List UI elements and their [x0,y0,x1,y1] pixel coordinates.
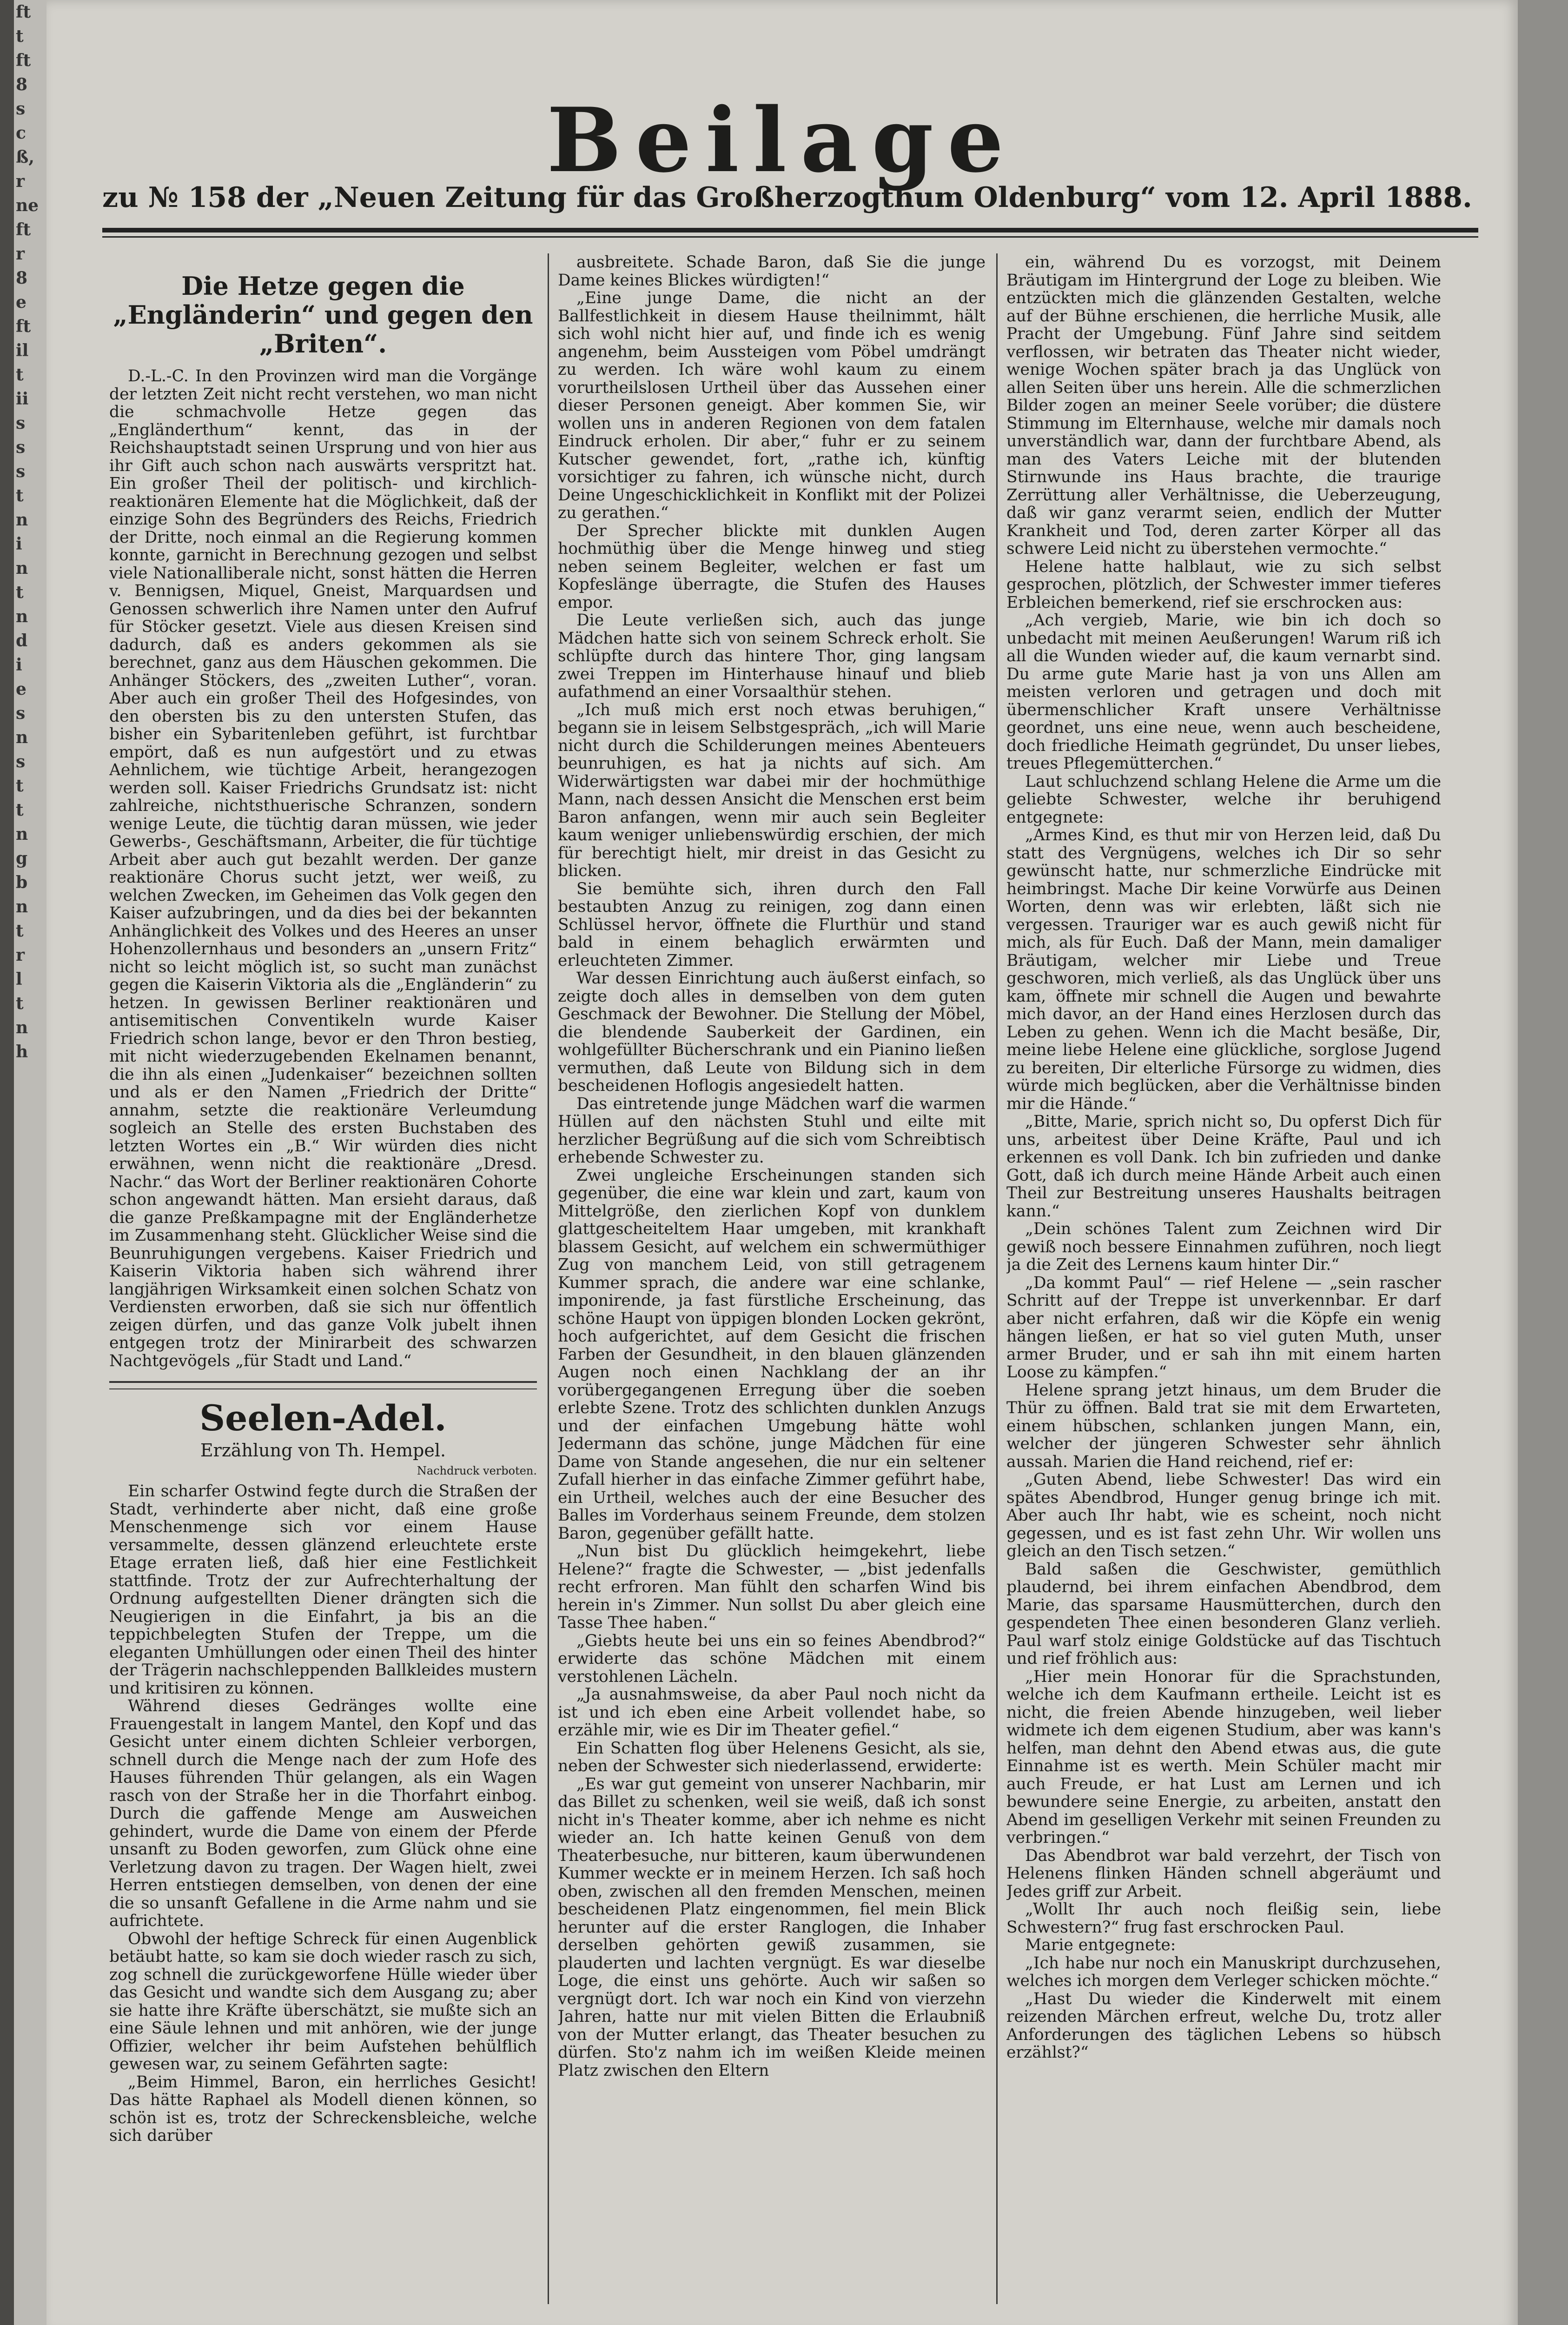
story-title: Seelen-Adel. [199,1397,447,1439]
margin-fragment: n [16,607,28,626]
paragraph: „Ach vergieb, Marie, wie bin ich doch so unbedacht mit meinen Aeußerungen! Warum riß ich all die Wunden wieder auf, die kaum vernarbt sind. Du arme gute Marie hast ja von uns Allen am meisten verloren und getragen und doch mit übermenschlicher Kraft unsere Verhältnisse geordnet, uns eine neue, wenn auch bescheidene, doch friedliche Heimath gegründet, Du unser liebes, treues Pflegemütterchen.“ [1006,611,1441,773]
margin-fragment: s [16,438,26,457]
margin-fragment: ii [16,389,29,409]
margin-fragment: g [16,849,28,868]
paragraph: „Beim Himmel, Baron, ein herrliches Gesicht! Das hätte Raphael als Modell dienen können, so schön ist es, trotz der Schreckensbleiche, welche sich darüber [109,2073,537,2145]
paragraph: „Armes Kind, es thut mir von Herzen leid, daß Du statt des Vergnügens, welches ich Dir so sehr gewünscht hatte, nur schmerzliche Eindrücke mit heimbringst. Mache Dir keine Vorwürfe aus Deinen Worten, denn was wir erlebten, läßt sich nie vergessen. Trauriger war es auch gewiß nicht für mich, als für Euch. Daß der Mann, mein damaliger Bräutigam, welcher mir Liebe und Treue geschworen, mich verließ, als das Unglück über uns kam, öffnete mir schnell die Augen und bewahrte mich davor, an der Hand eines Herzlosen durch das Leben zu gehen. Wenn ich die Macht besäße, Dir, meine liebe Helene eine glückliche, sorglose Jugend zu bereiten, Dir elterliche Fürsorge zu widmen, dies würde mich beglücken, aber die Verhältnisse binden mir die Hände.“ [1006,826,1441,1113]
previous-page-edge [14,0,46,2325]
margin-fragment: c [16,123,26,143]
paragraph: Die Leute verließen sich, auch das junge Mädchen hatte sich von seinem Schreck erholt. Sie schlüpfte durch das hintere Thor, ging langsam zwei Treppen im Hinterhause hinauf und blieb aufathmend an einer Vorsaalthür stehen. [558,611,986,701]
paragraph: „Hier mein Honorar für die Sprachstunden, welche ich dem Kaufmann ertheile. Leicht ist es nicht, die freien Abende hinzugeben, weil lieber widmete ich dem eigenen Studium, aber was kann's helfen, man dehnt den Abend etwas aus, die gute Einnahme ist es werth. Mein Schüler macht mir auch Freude, er hat Lust am Lernen und ich bewundere seine Energie, zu arbeiten, anstatt den Abend im geselligen Verkehr mit seinen Freunden zu verbringen.“ [1006,1667,1441,1847]
margin-fragment: s [16,413,26,433]
margin-fragment: t [16,994,24,1013]
paragraph: Ein Schatten flog über Helenens Gesicht, als sie, neben der Schwester sich niederlassend, erwiderte: [558,1739,986,1775]
story-text-column-1 [109,1482,537,2145]
story-text-column-3 [1006,253,1441,2062]
masthead-subtitle: zu № 158 der „Neuen Zeitung für das Großherzogthum Oldenburg“ vom 12. April 1888. [102,181,1472,214]
column-2 [558,253,986,2285]
scanner-edge [0,0,14,2325]
paragraph: War dessen Einrichtung auch äußerst einfach, so zeigte doch alles in demselben von dem guten Geschmack der Bewohner. Die Stellung der Möbel, die blendende Sauberkeit der Gardinen, ein wohlgefüllter Bücherschrank und ein Pianino ließen vermuthen, daß Leute von Bildung sich in dem bescheidenen Hoflogis angesiedelt hatten. [558,969,986,1095]
paragraph: „Ich muß mich erst noch etwas beruhigen,“ begann sie in leisem Selbstgespräch, „ich will Marie nicht durch die Schilderungen meines Abenteuers beunruhigen, es hat ja nichts auf sich. Am Widerwärtigsten war dabei mir der hochmüthige Mann, nach dessen Ansicht die Menschen erst beim Baron anfangen, wenn mir auch sein Begleiter kaum weniger unliebenswürdig erschien, der mich für berechtigt hielt, mir dreist in das Gesicht zu blicken. [558,700,986,880]
paragraph: „Hast Du wieder die Kinderwelt mit einem reizenden Märchen erfreut, welche Du, trotz aller Anforderungen des täglichen Lebens so hübsch erzählst?“ [1006,1989,1441,2062]
section-divider [109,1381,537,1383]
article-body [109,367,537,1370]
paragraph: „Eine junge Dame, die nicht an der Ballfestlichkeit in diesem Hause theilnimmt, hält sich wohl nicht hier auf, und finde ich es wenig angenehm, beim Aussteigen vom Pöbel umdrängt zu werden. Ich wäre wohl kaum zu einem vorurtheilslosen Urtheil über das Aussehen einer dieser Personen geneigt. Aber kommen Sie, wir wollen uns in anderen Regionen von dem fatalen Eindruck erholen. Dir aber,“ fuhr er zu seinem Kutscher gewendet, fort, „rathe ich, künftig vorsichtiger zu fahren, ich wünsche nicht, durch Deine Ungeschicklichkeit in Konflikt mit der Polizei zu gerathen.“ [558,289,986,522]
margin-fragment: t [16,27,24,46]
paragraph: D.-L.-C. In den Provinzen wird man die Vorgänge der letzten Zeit nicht recht verstehen, wo man nicht die schmachvolle Hetze gegen das „Engländerthum“ kennt, das in der Reichshauptstadt seinen Ursprung und von hier aus ihr Gift auch schon nach auswärts verspritzt hat. Ein großer Theil der politisch- und kirchlich-reaktionären Elemente hat die Möglichkeit, daß der einzige Sohn des Begründers des Reichs, Friedrich der Dritte, noch einmal an die Regierung kommen konnte, garnicht in Berechnung gezogen und selbst viele Nationalliberale nicht, sonst hätten die Herren v. Bennigsen, Miquel, Gneist, Marquardsen und Genossen schwerlich ihre Namen unter den Aufruf für Stöcker gesetzt. Viele aus diesen Kreisen sind dadurch, daß es anders gekommen als sie berechnet, ganz aus dem Häuschen gekommen. Die Anhänger Stöckers, des „zweiten Luther“, voran. Aber auch ein großer Theil des Hofgesindes, von den obersten bis zu den untersten Stufen, das bisher ein Sybaritenleben geführt, ist furchtbar empört, daß es nun aufgestört und zu etwas Aehnlichem, wie tüchtige Arbeit, herangezogen werden soll. Kaiser Friedrichs Grundsatz ist: nicht zahlreiche, nichtsthuerische Schranzen, sondern wenige Leute, die tüchtig daran müssen, wie jeder Gewerbs-, Geschäftsmann, Arbeiter, die für tüchtige Arbeit aber auch gut bezahlt werden. Der ganze reaktionäre Chorus sucht jetzt, wer weiß, zu welchen Zwecken, im Geheimen das Volk gegen den Kaiser aufzubringen, und da dies bei der bekannten Anhänglichkeit des Volkes und des Heeres an unser Hohenzollernhaus und besonders an „unsern Fritz“ nicht so leicht möglich ist, so sucht man zunächst gegen die Kaiserin Viktoria als die „Engländerin“ zu hetzen. In gewissen Berliner reaktionären und antisemitischen Conventikeln wurde Kaiser Friedrich schon lange, bevor er den Thron bestieg, mit nicht wiederzugebenden Ekelnamen benannt, die ihn als einen „Judenkaiser“ bezeichnen sollten und als er den Namen „Friedrich der Dritte“ annahm, setzte die reaktionäre Verleumdung sogleich an Stelle des ersten Buchstaben des letzten Wortes ein „B.“ Wir würden dies nicht erwähnen, wenn nicht die reaktionäre „Dresd. Nachr.“ das Wort der Berliner reaktionären Cohorte schon angewandt hätten. Man ersieht daraus, daß die ganze Preßkampagne mit der Engländerhetze im Zusammenhang steht. Glücklicher Weise sind die Beunruhigungen vergebens. Kaiser Friedrich und Kaiserin Viktoria haben sich während ihrer langjährigen Wirksamkeit einen solchen Schatz von Verdiensten erworben, daß sie sich nur öffentlich zeigen dürfen, und das ganze Volk jubelt ihnen entgegen trotz der Minirarbeit des schwarzen Nachtgevögels „für Stadt und Land.“ [109,367,537,1370]
paragraph: Helene sprang jetzt hinaus, um dem Bruder die Thür zu öffnen. Bald trat sie mit dem Erwarteten, einem hübschen, schlanken jungen Mann, ein, welcher der jüngeren Schwester sehr ähnlich aussah. Marien die Hand reichend, rief er: [1006,1381,1441,1471]
paragraph: „Giebts heute bei uns ein so feines Abendbrod?“ erwiderte das schöne Mädchen mit einem verstohlenen Lächeln. [558,1631,986,1686]
margin-fragment: s [16,462,26,481]
paragraph: „Nun bist Du glücklich heimgekehrt, liebe Helene?“ fragte die Schwester, — „bist jedenfalls recht erfroren. Man fühlt den scharfen Wind bis herein in's Zimmer. Nun sollst Du aber gleich eine Tasse Thee haben.“ [558,1542,986,1632]
story-text-column-2 [558,253,986,2079]
margin-fragment: t [16,486,24,505]
paragraph: Das eintretende junge Mädchen warf die warmen Hüllen auf den nächsten Stuhl und eilte mit herzlicher Begrüßung auf die sich vom Schreibtisch erhebende Schwester zu. [558,1094,986,1167]
margin-fragment: s [16,704,26,723]
paragraph: Zwei ungleiche Erscheinungen standen sich gegenüber, die eine war klein und zart, kaum von Mittelgröße, den zierlichen Kopf von dunklem glattgescheiteltem Haar umgeben, mit krankhaft blassem Gesicht, auf welchem ein schwermüthiger Zug von manchem Leid, von still getragenem Kummer sprach, die andere war eine schlanke, imponirende, ja fast fürstliche Erscheinung, das schöne Haupt von üppigen blonden Locken gekrönt, hoch aufgerichtet, auf dem Gesicht die frischen Farben der Gesundheit, in den blauen glänzenden Augen noch einen Nachklang der an ihr vorübergegangenen Erregung über die soeben erlebte Szene. Trotz des schlichten dunklen Anzugs und der einfachen Umgebung hätte wohl Jedermann das schöne, junge Mädchen für eine Dame von Stande angesehen, die nur ein seltener Zufall hierher in das einfache Zimmer geführt habe, ein Urtheil, welches auch der eine Besucher des Balles im Vorderhaus seinem Freunde, dem stolzen Baron, gegenüber gefällt hatte. [558,1166,986,1543]
section-divider-thin [109,1388,537,1389]
margin-fragment: h [16,1042,28,1062]
margin-fragment: n [16,728,28,747]
paragraph: Während dieses Gedränges wollte eine Frauengestalt in langem Mantel, den Kopf und das Gesicht unter einem dichten Schleier verborgen, schnell durch die Menge nach der zum Hofe des Hauses führenden Thür gelangen, als ein Wagen rasch von der Straße her in die Thorfahrt einbog. Durch die gaffende Menge am Ausweichen gehindert, wurde die Dame von einem der Pferde unsanft zu Boden geworfen, zum Glück ohne eine Verletzung davon zu tragen. Der Wagen hielt, zwei Herren entstiegen demselben, von denen der eine die so unsanft Gefallene in die Arme nahm und sie aufrichtete. [109,1697,537,1930]
margin-fragment: t [16,365,24,385]
margin-fragment: r [16,244,25,264]
margin-fragment: e [16,292,26,312]
margin-fragment: ft [16,220,31,239]
paragraph: Laut schluchzend schlang Helene die Arme um die geliebte Schwester, welche ihr beruhigend entgegnete: [1006,772,1441,827]
paragraph: „Ich habe nur noch ein Manuskript durchzusehen, welches ich morgen dem Verleger schicken möchte.“ [1006,1953,1441,1990]
margin-fragment: ne [16,196,39,215]
column-3 [1006,253,1441,2285]
column-1 [109,260,537,2292]
margin-fragment: t [16,583,24,602]
article-headline: Die Hetze gegen die „Engländerin“ und gegen den „Briten“. [113,271,533,359]
paragraph: Ein scharfer Ostwind fegte durch die Straßen der Stadt, verhinderte aber nicht, daß eine große Menschenmenge sich vor einem Hause versammelte, dessen glänzend erleuchtete erste Etage erraten ließ, daß hier eine Festlichkeit stattfinde. Trotz der zur Aufrechterhaltung der Ordnung aufgestellten Diener drängten sich die Neugierigen in die Einfahrt, ja bis an die teppichbelegten Stufen der Treppe, um die eleganten Umhüllungen oder einen Theil des hinter der Trägerin nachschleppenden Ballkleides mustern und kritisiren zu können. [109,1482,537,1698]
paragraph: „Wollt Ihr auch noch fleißig sein, liebe Schwestern?“ frug fast erschrocken Paul. [1006,1900,1441,1937]
margin-fragment: b [16,873,28,892]
paragraph: ausbreitete. Schade Baron, daß Sie die junge Dame keines Blickes würdigten!“ [558,253,986,290]
margin-fragment: il [16,341,29,360]
margin-fragment: 8 [16,268,28,288]
margin-fragment: r [16,945,25,965]
paragraph: Bald saßen die Geschwister, gemüthlich plaudernd, bei ihrem einfachen Abendbrod, dem Marie, das sparsame Hausmütterchen, durch den gespendeten Thee einen besonderen Glanz verlieh. Paul warf stolz einige Goldstücke auf das Tischtuch und rief fröhlich aus: [1006,1560,1441,1668]
masthead [46,88,1518,192]
paragraph: Der Sprecher blickte mit dunklen Augen hochmüthig über die Menge hinweg und stieg neben seinem Begleiter, welchen er fast um Kopfeslänge überragte, die Stufen des Hauses empor. [558,521,986,612]
margin-fragment: t [16,921,24,941]
margin-fragment: 8 [16,75,28,94]
margin-fragment: n [16,510,28,530]
story-byline: Erzählung von Th. Hempel. [200,1440,446,1461]
margin-fragment: ft [16,51,31,70]
margin-fragment: n [16,824,28,844]
margin-fragment: ft [16,317,31,336]
paragraph: ein, während Du es vorzogst, mit Deinem Bräutigam im Hintergrund der Loge zu bleiben. Wie entzückten mich die glänzenden Gestalten, welche auf der Bühne erschienen, die herrliche Musik, alle Pracht der Umgebung. Fünf Jahre sind seitdem verflossen, wir betraten das Theater nicht wieder, wenige Wochen später brach ja das Unglück von allen Seiten über uns herein. Alle die schmerzlichen Bilder zogen an meiner Seele vorüber; die düstere Stimmung im Elternhause, welche mir damals noch unverständlich war, dann der furchtbare Abend, als man des Vaters Leiche mit der blutenden Stirnwunde ins Haus brachte, die traurige Zerrüttung aller Verhältnisse, die Ueberzeugung, daß wir ganz verarmt seien, endlich der Mutter Krankheit und Tod, deren zarter Körper all das schwere Leid nicht zu überstehen vermochte.“ [1006,253,1441,558]
paragraph: Das Abendbrot war bald verzehrt, der Tisch von Helenens flinken Händen schnell abgeräumt und Jedes griff zur Arbeit. [1006,1846,1441,1901]
paragraph: „Guten Abend, liebe Schwester! Das wird ein spätes Abendbrod, Hunger genug bringe ich mit. Aber auch Ihr habt, wie es scheint, noch nicht gegessen, und es ist fast zehn Uhr. Wir wollen uns gleich an den Tisch setzen.“ [1006,1470,1441,1561]
paragraph: „Da kommt Paul“ — rief Helene — „sein rascher Schritt auf der Treppe ist unverkennbar. Er darf aber nicht erfahren, daß wir die Köpfe ein wenig hängen ließen, er hat so viel guten Muth, unser armer Bruder, und er sah ihn mit einem harten Loose zu kämpfen.“ [1006,1273,1441,1382]
margin-fragment: i [16,534,22,554]
margin-fragment: ft [16,2,31,22]
margin-fragment: n [16,1018,28,1037]
margin-fragment: l [16,970,22,989]
margin-fragment: s [16,752,26,771]
margin-fragment: n [16,897,28,917]
margin-fragment: t [16,800,24,820]
margin-fragment: n [16,558,28,578]
masthead-rule [102,228,1478,232]
paragraph: Marie entgegnete: [1025,1936,1176,1954]
paragraph: Helene hatte halblaut, wie zu sich selbst gesprochen, plötzlich, der Schwester immer tieferes Erbleichen bemerkend, rief sie erschrocken aus: [1006,557,1441,612]
margin-fragment: s [16,99,26,119]
margin-fragment: e [16,679,26,699]
masthead-rule-thin [102,236,1478,238]
margin-fragment: t [16,776,24,796]
margin-fragment: i [16,655,22,675]
paragraph: Sie bemühte sich, ihren durch den Fall bestaubten Anzug zu reinigen, zog dann einen Schlüssel hervor, öffnete die Flurthür und stand bald in einem behaglich erwärmten und erleuchteten Zimmer. [558,879,986,970]
paragraph: „Dein schönes Talent zum Zeichnen wird Dir gewiß noch bessere Einnahmen zuführen, noch liegt ja die Zeit des Lernens kaum hinter Dir.“ [1006,1220,1441,1274]
paragraph: Obwohl der heftige Schreck für einen Augenblick betäubt hatte, so kam sie doch wieder rasch zu sich, zog schnell die zurückgeworfene Hülle wieder über das Gesicht und wandte sich dem Ausgang zu; aber sie hatte ihre Kräfte überschätzt, sie mußte sich an eine Säule lehnen und mit anhören, wie der junge Offizier, welcher ihr beim Aufstehen behülflich gewesen war, zu seinem Gefährten sagte: [109,1929,537,2073]
paragraph: „Es war gut gemeint von unserer Nachbarin, mir das Billet zu schenken, weil sie weiß, daß ich sonst nicht in's Theater komme, aber ich nehme es nicht wieder an. Ich hatte keinen Genuß von dem Theaterbesuche, nur bitteren, kaum überwundenen Kummer weckte er in meinem Herzen. Ich saß hoch oben, zwischen all den fremden Menschen, meinen bescheidenen Platz eingenommen, fiel mein Blick herunter auf die erster Ranglogen, die Inhaber derselben gehörten gewiß zusammen, sie plauderten und lachten vergnügt. Es war dieselbe Loge, die einst uns gehörte. Auch wir saßen so vergnügt dort. Ich war noch ein Kind von vierzehn Jahren, hatte nur mit vielen Bitten die Erlaubniß von der Mutter erlangt, das Theater besuchen zu dürfen. Sto'z nahm ich im weißen Kleide meinen Platz zwischen den Eltern [558,1774,986,2080]
reprint-notice: Nachdruck verboten. [417,1464,537,1477]
column-separator [548,253,549,2304]
margin-fragment: d [16,631,28,651]
newspaper-page [46,0,1518,2325]
paragraph: „Bitte, Marie, sprich nicht so, Du opferst Dich für uns, arbeitest über Deine Kräfte, Paul und ich erkennen es voll Dank. Ich bin zufrieden und danke Gott, daß ich durch meine Hände Arbeit auch einen Theil zur Bestreitung unseres Haushalts beitragen kann.“ [1006,1112,1441,1221]
masthead-title: Beilage [547,88,1018,192]
margin-fragment: r [16,172,25,191]
margin-fragment: ß, [16,147,34,167]
paragraph: „Ja ausnahmsweise, da aber Paul noch nicht da ist und ich eben eine Arbeit vollendet habe, so erzähle mir, wie es Dir im Theater gefiel.“ [558,1685,986,1740]
column-separator [996,253,998,2304]
